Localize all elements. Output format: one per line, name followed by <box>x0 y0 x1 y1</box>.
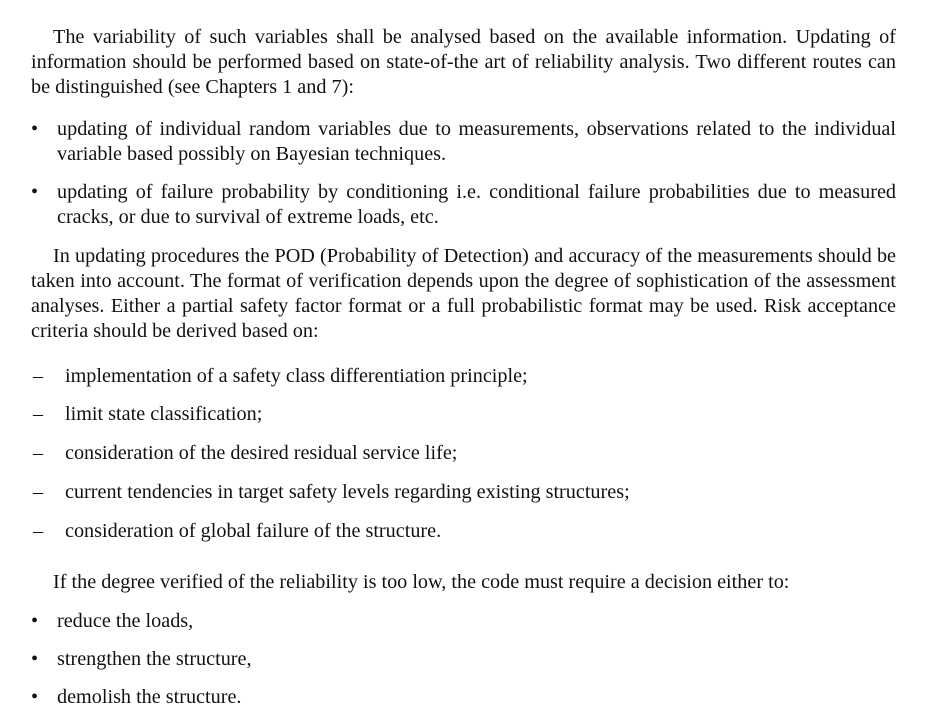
decision-item-1 <box>31 609 896 634</box>
bullet-marker: • <box>31 181 39 203</box>
dash-marker: – <box>33 365 44 387</box>
updating-paragraph: In updating procedures the POD (Probability of Detection) and accuracy of the measurements should be taken into account. The format of verification depends upon the degree of sophistication of the assessment analyses. Either a partial safety factor format or a full probabilistic format may be used. Risk acceptance criteria should be derived based on: <box>31 245 896 342</box>
route-item-1 <box>31 117 896 167</box>
bullet-marker: • <box>31 610 39 632</box>
dash-marker: – <box>33 442 44 464</box>
dash-marker: – <box>33 520 44 542</box>
bullet-marker: • <box>31 686 39 708</box>
decision-text-2: strengthen the structure, <box>57 648 252 670</box>
bullet-marker: • <box>31 648 39 670</box>
decision-item-3 <box>31 685 896 710</box>
bullet-marker: • <box>31 118 39 140</box>
criteria-item-4 <box>31 480 896 505</box>
criteria-item-2 <box>31 402 896 427</box>
dash-marker: – <box>33 403 44 425</box>
criteria-text-1: implementation of a safety class differentiation principle; <box>65 365 528 387</box>
criteria-item-1 <box>31 364 896 389</box>
decision-item-2 <box>31 647 896 672</box>
route-text-1: updating of individual random variables due to measurements, observations related to the individual variable based possibly on Bayesian techniques. <box>57 118 896 165</box>
criteria-text-2: limit state classification; <box>65 403 263 425</box>
criteria-text-5: consideration of global failure of the structure. <box>65 520 442 542</box>
criteria-text-3: consideration of the desired residual service life; <box>65 442 458 464</box>
intro-paragraph: The variability of such variables shall be analysed based on the available information. Updating of information should be performed based on state-of-the art of reliability analysis. Two different routes can be distinguished (see Chapters 1 and 7): <box>31 26 896 98</box>
decision-paragraph: If the degree verified of the reliability is too low, the code must require a decision either to: <box>53 571 790 593</box>
criteria-item-3 <box>31 441 896 466</box>
route-item-2 <box>31 180 896 230</box>
route-text-2: updating of failure probability by conditioning i.e. conditional failure probabilities due to measured cracks, or due to survival of extreme loads, etc. <box>57 181 896 228</box>
criteria-text-4: current tendencies in target safety levels regarding existing structures; <box>65 481 630 503</box>
criteria-item-5 <box>31 519 896 544</box>
decision-text-3: demolish the structure. <box>57 686 242 708</box>
dash-marker: – <box>33 481 44 503</box>
decision-text-1: reduce the loads, <box>57 610 194 632</box>
